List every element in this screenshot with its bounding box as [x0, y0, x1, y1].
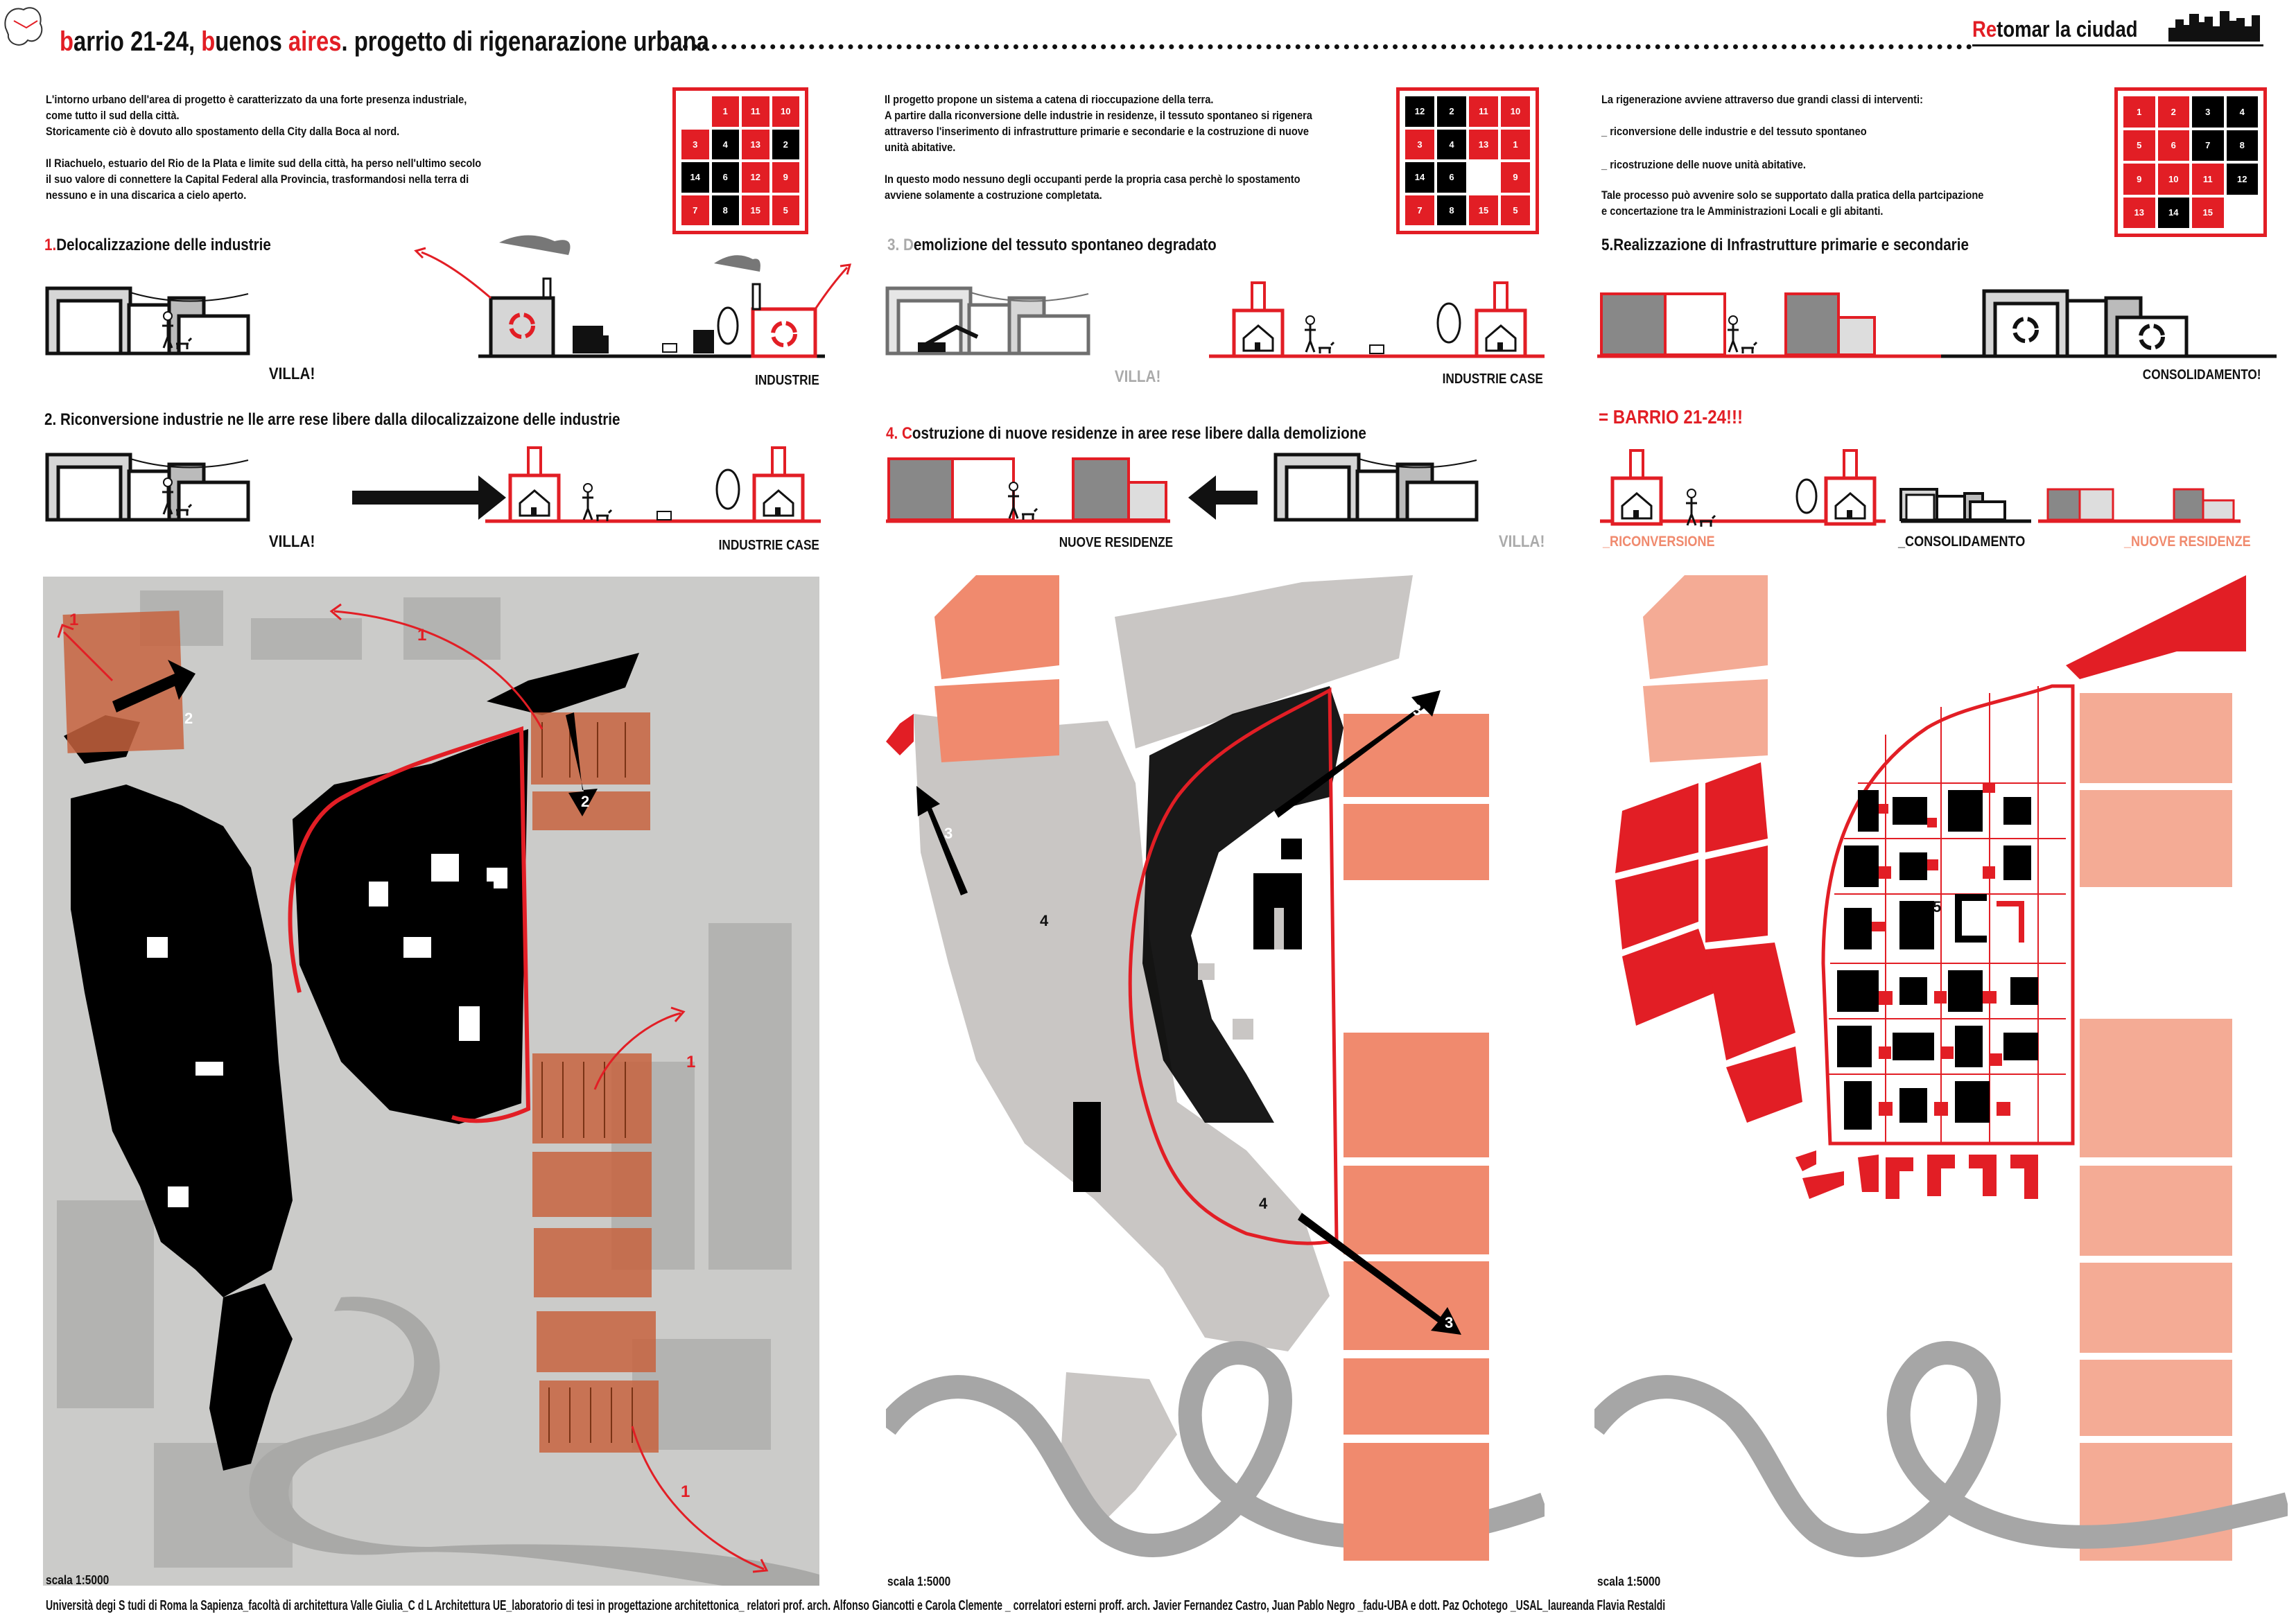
grid-cell: 14: [2158, 198, 2190, 229]
scale-3: scala 1:5000: [1597, 1575, 1661, 1588]
grid-cell: 10: [772, 96, 800, 127]
map2-label-3a: 3: [1413, 701, 1422, 719]
map2-label-4a: 4: [1040, 912, 1049, 929]
grid-cell: 10: [1501, 96, 1530, 127]
step-1-title: 1.Delocalizzazione delle industrie: [44, 236, 271, 254]
grid-cell: 15: [742, 195, 769, 226]
barrio-title: = BARRIO 21-24!!!: [1599, 406, 1743, 428]
label-villa-4: VILLA!: [1498, 532, 1545, 551]
map-3-final: [1594, 575, 2288, 1587]
grid-cell: 7: [2192, 130, 2224, 161]
intro-text-2: Il progetto propone un sistema a catena di rioccupazione della terra. A partire dalla riconversione delle industrie in residenze, il tessuto spontaneo si rigenera attraverso l'inserimento di infrastrutture primarie e secondarie e la costruzione di nuove unità abitative. In questo modo nessuno degli occupanti perde la propria casa perchè lo spostamento avviene solamente a costruzione completata.: [885, 93, 1312, 202]
map1-label-1a: 1: [69, 611, 79, 629]
title-part2: uenos: [215, 26, 288, 57]
grid-cell: 3: [1405, 130, 1434, 160]
grid-cell: 12: [742, 162, 769, 193]
project-name: Retomar la ciudad: [1972, 17, 2138, 42]
map1-label-1c: 1: [686, 1053, 696, 1071]
grid-cell: 2: [1437, 96, 1466, 127]
step-5-title: 5.Realizzazione di Infrastrutture primarie e secondarie: [1601, 236, 1969, 254]
map1-label-1b: 1: [417, 626, 427, 645]
grid-cell: 3: [2192, 96, 2224, 128]
step-3-title: 3. Demolizione del tessuto spontaneo degradato: [887, 236, 1217, 254]
grid-cell: 8: [2227, 130, 2259, 161]
pictograms: [0, 0, 2296, 554]
title-part1: arrio 21-24,: [73, 26, 202, 57]
grid-cell: 5: [772, 195, 800, 226]
grid-cell: 8: [712, 195, 740, 226]
label-villa-3: VILLA!: [1114, 367, 1160, 386]
grid-cell: 4: [712, 130, 740, 160]
map1-label-2a: 2: [184, 710, 193, 727]
grid-cell: 14: [681, 162, 709, 193]
title-part3: . progetto di rigenarazione urbana: [341, 26, 709, 57]
grid-cell: 13: [2123, 198, 2155, 229]
grid-cell: 5: [1501, 195, 1530, 226]
grid-cell: 1: [712, 96, 740, 127]
intro-text-1: L'intorno urbano dell'area di progetto è caratterizzato da una forte presenza industriale, come tutto il sud della città. Storicamente ciò è dovuto allo spostamento della City dalla Boca al nord. Il Riachuelo, estuario del Rio de la Plata e limite sud della città, ha perso nell'ultimo secolo il suo valore di connettere la Capital Federal alla Provincia, trasformandosi nella terra di nessuno e in una discarica a cielo aperto.: [46, 93, 482, 202]
grid-cell: 14: [1405, 162, 1434, 193]
grid-cell: 15: [1469, 195, 1498, 226]
grid-cell: 7: [1405, 195, 1434, 226]
grid-cell: 11: [1469, 96, 1498, 127]
label-industrie: INDUSTRIE: [755, 373, 819, 388]
map1-label-2b: 2: [581, 793, 590, 810]
grid-cell: 9: [2123, 164, 2155, 195]
map2-label-4b: 4: [1259, 1195, 1268, 1212]
map-2-demolition: [886, 575, 1545, 1587]
grid-cell: 6: [712, 162, 740, 193]
map2-label-3c: 3: [1445, 1314, 1454, 1331]
grid-cell: 1: [1501, 130, 1530, 160]
grid-cell: 2: [772, 130, 800, 160]
grid-cell: 10: [2158, 164, 2190, 195]
label-consolidamento-2: _CONSOLIDAMENTO: [1898, 534, 2026, 550]
grid-cell: 13: [1469, 130, 1498, 160]
grid-cell: 11: [742, 96, 769, 127]
step-4-title: 4. Costruzione di nuove residenze in aree rese libere dalla demolizione: [886, 424, 1366, 443]
grid-cell: 9: [1501, 162, 1530, 193]
grid-cell: 9: [772, 162, 800, 193]
scale-1: scala 1:5000: [46, 1573, 110, 1587]
grid-cell: 12: [1405, 96, 1434, 127]
map1-label-1d: 1: [681, 1482, 690, 1501]
grid-cell: 4: [1437, 130, 1466, 160]
scale-2: scala 1:5000: [887, 1575, 951, 1588]
grid-cell: 2: [2158, 96, 2190, 128]
label-riconversione: _RICONVERSIONE: [1603, 534, 1715, 550]
label-villa-2: VILLA!: [268, 532, 315, 551]
grid-cell: 7: [681, 195, 709, 226]
grid-cell: 15: [2192, 198, 2224, 229]
title-aires: aires: [288, 26, 342, 57]
label-industrie-case-2: INDUSTRIE CASE: [1442, 371, 1543, 387]
grid-cell: 6: [2158, 130, 2190, 161]
grid-cell: 5: [2123, 130, 2155, 161]
footer-credits: Università degi S tudi di Roma la Sapienza_facoltà di architettura Valle Giulia_C d L Architettura UE_laboratorio di tesi in progettazione architettonica_ relatori prof. arch. Alfonso Giancotti e Carola Clemente _ correlatori esterni proff. arch. Javier Fernandez Castro, Juan Pablo Negro _fadu-UBA e dott. Paz Ochotego _USAL_laureanda Flavia Restaldi: [46, 1598, 1666, 1613]
grid-cell: 12: [2227, 164, 2259, 195]
grid-cell: 6: [1437, 162, 1466, 193]
grid-cell: 1: [2123, 96, 2155, 128]
intro-text-3b: _ riconversione delle industrie e del tessuto spontaneo: [1601, 125, 1867, 138]
step-2-title: 2. Riconversione industrie ne lle arre rese libere dalla dilocalizzaizone delle industrie: [44, 410, 620, 429]
intro-text-3d: Tale processo può avvenire solo se supportato dalla pratica della partcipazione e concertazione tra le Amministrazioni Locali e gli abitanti.: [1601, 189, 1984, 218]
intro-text-3c: _ ricostruzione delle nuove unità abitative.: [1601, 158, 1806, 171]
label-nuove-residenze: NUOVE RESIDENZE: [1059, 535, 1173, 550]
label-villa-1: VILLA!: [268, 365, 315, 383]
map3-label-5: 5: [1933, 898, 1942, 915]
grid-cell: 4: [2227, 96, 2259, 128]
grid-cell: 11: [2192, 164, 2224, 195]
title-b2: b: [201, 26, 216, 57]
label-consolidamento: CONSOLIDAMENTO!: [2143, 367, 2261, 383]
label-industrie-case: INDUSTRIE CASE: [718, 538, 819, 553]
map2-label-3b: 3: [944, 825, 953, 842]
grid-cell: 8: [1437, 195, 1466, 226]
intro-text-3a: La rigenerazione avviene attraverso due grandi classi di interventi:: [1601, 93, 1923, 106]
title-b: b: [60, 26, 74, 57]
grid-cell: 13: [742, 130, 769, 160]
grid-cell: 3: [681, 130, 709, 160]
map-1-aerial: [43, 577, 819, 1586]
label-nuove-residenze-2: _NUOVE RESIDENZE: [2124, 534, 2251, 550]
